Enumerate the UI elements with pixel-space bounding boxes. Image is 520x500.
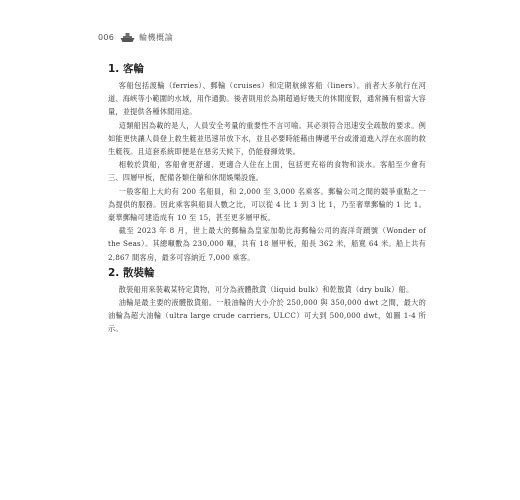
paragraph: 一般客船上大約有 200 名船員，和 2,000 至 3,000 名乘客。郵輪公司之間的競爭重點之一為提供的服務。因此乘客與船員人數之比，可以從 4 比 1 到 3 比 1，乃至奢華郵輪的 1 比 1。豪華郵輪可建造成有 10 至 15，甚至更多層甲板。 (108, 186, 426, 223)
section-heading-passenger-ships: 1. 客輪 (108, 63, 144, 75)
ship-icon (120, 32, 135, 43)
paragraph: 散裝船用來裝載某特定貨物，可分為液體散貨（liquid bulk）和乾散貨（dry bulk）船。 (118, 284, 414, 294)
running-title: 輪機概論 (139, 32, 174, 42)
page-number: 006 (98, 32, 115, 42)
paragraph: 這類船因為載的是人，人員安全考量的重要性不言可喻。其必須符合迅速安全疏散的要求。例如能更快讓人員登上救生艇並迅速吊放下水，並且必要時能藉由傳遞平台或滑道進入浮在水面的救生艇筏。且這套系統即便是在惡劣天候下，仍能發揮效果。 (108, 120, 426, 157)
paragraph: 相較於貨船，客船會更舒適、更適合人住在上面，包括更充裕的食物和淡水。客船至少會有三、四層甲板，配備各類住艙和休閒娛樂設施。 (108, 160, 426, 183)
page-body (108, 62, 426, 336)
page-header (98, 28, 173, 46)
paragraph: 截至 2023 年 8 月，世上最大的郵輪為皇家加勒比海郵輪公司的海洋奇蹟號（Wonder of the Seas）。其總噸數為 230,000 噸，共有 18 層甲板，船長 362 米，船寬 64 米。船上共有 2,867 間客房，最多可容納近 7,000 乘客。 (108, 226, 426, 262)
paragraph: 油輪是最主要的液體散貨船。一般油輪的大小介於 250,000 與 350,000 dwt 之間，最大的油輪為超大油輪（ultra large crude carriers, ULCC）可大到 500,000 dwt，如圖 1-4 所示。 (108, 298, 426, 334)
paragraph: 客船包括渡輪（ferries）、郵輪（cruises）和定期航線客船（liners）。前者大多航行在河道、海峽等小範圍的水域，用作通勤。後者則用於為期超過好幾天的休閒度假，通常擁有相當大容量，並提供各種休閒用途。 (108, 81, 426, 117)
section-heading-bulk-carriers: 2. 散裝輪 (108, 266, 155, 279)
